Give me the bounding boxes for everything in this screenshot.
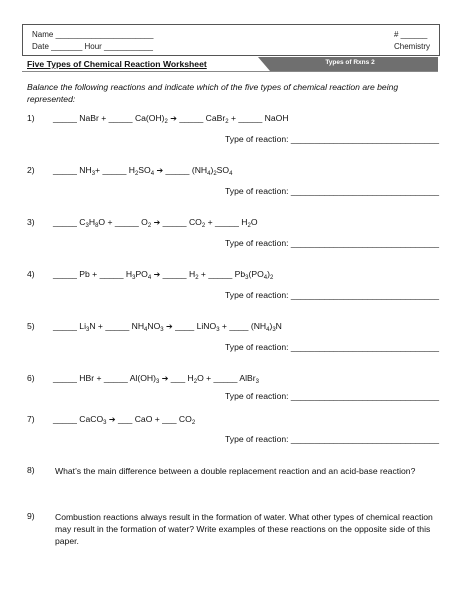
equation-text: + _____ NaOH [228,113,289,123]
reaction-arrow-icon: ➔ [108,415,116,424]
equation-text: _____ Pb + _____ H [53,269,133,279]
subscript: 2 [247,223,251,229]
question-text: What’s the main difference between a double replacement reaction and an acid-base reaction? [55,466,416,476]
problem-number: 5) [27,321,35,331]
banner-label: Types of Rxns 2 [325,59,375,66]
reaction-type-answer-line[interactable]: Type of reaction: _______________________________ [225,342,440,352]
equation-text: (PO [248,269,264,279]
subscript: 3 [255,379,259,385]
question-number: 9) [27,511,35,521]
reaction-type-answer-line[interactable]: Type of reaction: _______________________________ [225,434,440,444]
reaction-equation [53,321,282,331]
reaction-arrow-icon: ➔ [153,218,161,227]
equation-text: H [88,217,96,227]
subscript: 2 [225,119,229,125]
equation-text: _____ HBr + _____ Al(OH) [53,373,156,383]
reaction-arrow-icon: ➔ [161,374,169,383]
problem-number: 3) [27,217,35,227]
subscript: 2 [213,171,217,177]
equation-text: ) [269,321,273,331]
reaction-type-answer-line[interactable]: Type of reaction: _______________________________ [225,134,440,144]
equation-text: NO [147,321,161,331]
reaction-arrow-icon: ➔ [156,166,164,175]
subject-label: Chemistry [394,42,431,51]
equation-text: ___ CaO + ___ CO [115,414,192,424]
subscript: 8 [95,223,99,229]
equation-text: ___ H [168,373,194,383]
reaction-equation [53,113,289,123]
subscript: 2 [195,275,199,281]
subscript: 2 [193,379,198,385]
subscript: 2 [147,223,152,229]
equation-text: _____ NH [53,165,92,175]
page-title: Five Types of Chemical Reaction Worksheet [27,59,207,69]
subscript: 3 [216,327,220,333]
equation-text: PO [135,269,148,279]
equation-text: ) [210,165,214,175]
question-text: Combustion reactions always result in the formation of water. What other types of chemical reaction may result in the formation of water? Write examples of these reactions on the opposite side of this paper. [55,512,433,546]
reaction-type-answer-line[interactable]: Type of reaction: _______________________________ [225,290,440,300]
reaction-equation [53,414,195,424]
equation-text: O + _____ AlBr [197,373,256,383]
subscript: 2 [164,119,168,125]
equation-text: N [275,321,282,331]
problem-number: 6) [27,373,35,383]
reaction-arrow-icon: ➔ [166,322,173,331]
equation-text: _____ NaBr + _____ Ca(OH) [53,113,165,123]
equation-text: ) [267,269,270,279]
subscript: 3 [85,327,90,333]
problem-number: 2) [27,165,35,175]
equation-text: O [250,217,258,227]
reaction-type-answer-line[interactable]: Type of reaction: _______________________________ [225,391,440,401]
equation-text: _____ CO [160,217,202,227]
subscript: 2 [191,420,196,426]
reaction-equation [53,269,273,279]
reaction-equation [53,373,259,383]
question-number: 8) [27,465,35,475]
instructions: Balance the following reactions and indicate which of the five types of chemical reaction are being represented: [27,82,399,104]
subscript: 4 [150,171,155,177]
subscript: 3 [132,275,136,281]
equation-text: _____ H [160,269,196,279]
subscript: 4 [266,327,270,333]
subscript: 2 [201,223,206,229]
problem-number: 1) [27,113,35,123]
reaction-equation [53,217,258,227]
reaction-type-answer-line[interactable]: Type of reaction: _______________________________ [225,238,440,248]
name-field-label: Name ______________________ [32,30,154,39]
problem-number: 7) [27,414,35,424]
equation-text: O + _____ O [98,217,148,227]
problem-number: 4) [27,269,35,279]
equation-text: + _____ H [205,217,248,227]
header-box [22,24,440,56]
subscript: 3 [272,327,276,333]
equation-text: + _____ Pb [198,269,246,279]
subscript: 3 [160,327,164,333]
equation-text: _____ CaCO [53,414,104,424]
subscript: 4 [147,275,152,281]
reaction-equation [53,165,232,175]
subscript: 3 [155,379,160,385]
title-underline-rule [22,71,438,72]
subscript: 4 [263,275,268,281]
subscript: 3 [85,223,89,229]
subscript: 4 [207,171,211,177]
equation-text: _____ CaBr [176,113,226,123]
date-hour-field-label: Date _______ Hour ___________ [32,42,153,51]
number-field-label: # ______ [394,30,428,39]
equation-text: ____ LiNO [172,321,217,331]
subscript: 4 [229,171,233,177]
reaction-arrow-icon: ➔ [170,114,177,123]
equation-text: N + _____ NH [89,321,145,331]
subscript: 2 [134,171,139,177]
equation-text: SO [216,165,230,175]
subscript: 3 [91,171,96,177]
subscript: 4 [144,327,148,333]
equation-text: _____ C [53,217,86,227]
equation-text: + _____ H [95,165,135,175]
subscript: 2 [269,275,274,281]
subscript: 3 [245,275,249,281]
equation-text: _____ (NH [163,165,208,175]
equation-text: + ____ (NH [219,321,267,331]
reaction-arrow-icon: ➔ [153,270,161,279]
equation-text: SO [138,165,151,175]
reaction-type-answer-line[interactable]: Type of reaction: _______________________________ [225,186,440,196]
subscript: 3 [103,420,107,426]
equation-text: _____ Li [53,321,86,331]
